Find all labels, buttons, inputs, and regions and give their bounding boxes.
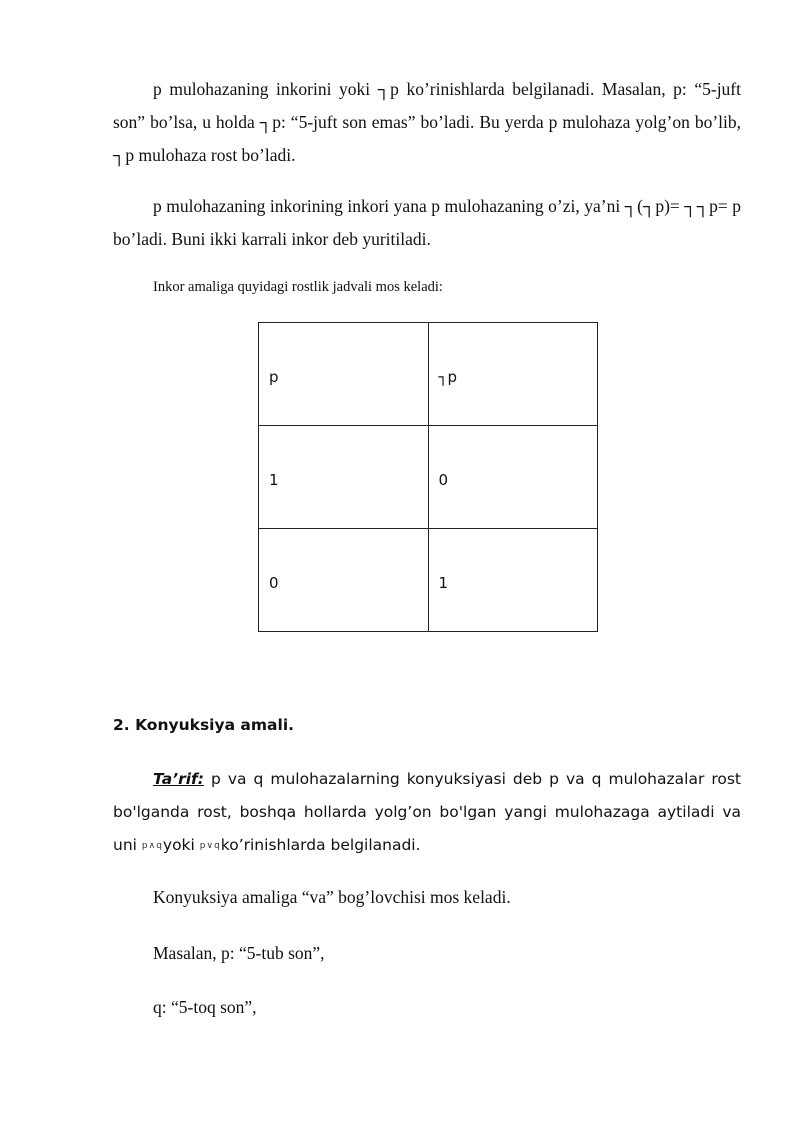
table-row bbox=[259, 529, 598, 632]
definition-term: Ta’rif: bbox=[153, 770, 204, 788]
definition-end: ko’rinishlarda belgilanadi. bbox=[220, 836, 421, 854]
paragraph-negation-definition: p mulohazaning inkorini yoki ┐p ko’rinishlarda belgilanadi. Masalan, p: “5-juft son” bo’lsa, u holda ┐p: “5-juft son emas” bo’ladi. Bu yerda p mulohaza yolg’on bo’lib, ┐p mulohaza rost bo’ladi. bbox=[113, 79, 741, 165]
section-heading: 2. Konyuksiya amali. bbox=[113, 716, 295, 734]
definition-text: p va q mulohazalarning konyuksiyasi deb p va q mulohazalar rost bo'lganda rost, boshqa hollarda yolg’on bo'lgan yangi mulohazaga aytiladi va uni bbox=[113, 770, 741, 854]
conjunction-definition bbox=[113, 763, 741, 863]
example-p: Masalan, p: “5-tub son”, bbox=[153, 943, 325, 963]
table-intro-text: Inkor amaliga quyidagi rostlik jadvali mos keladi: bbox=[153, 279, 443, 295]
truth-table bbox=[258, 322, 598, 632]
disjunction-symbol: p∨q bbox=[199, 841, 221, 851]
header-cell-p: p bbox=[259, 323, 429, 426]
table-cell: 1 bbox=[428, 529, 598, 632]
paragraph-conjunction-word: Konyuksiya amaliga “va” bog’lovchisi mos keladi. bbox=[153, 887, 511, 907]
table-header-row bbox=[259, 323, 598, 426]
definition-mid: yoki bbox=[162, 836, 200, 854]
example-q: q: “5-toq son”, bbox=[153, 997, 257, 1017]
table-cell: 0 bbox=[259, 529, 429, 632]
truth-table-container bbox=[258, 322, 598, 612]
table-cell: 1 bbox=[259, 426, 429, 529]
paragraph-double-negation: p mulohazaning inkorining inkori yana p mulohazaning o’zi, ya’ni ┐(┐p)= ┐┐p= p bo’ladi. Buni ikki karrali inkor deb yuritiladi. bbox=[113, 196, 741, 249]
table-cell: 0 bbox=[428, 426, 598, 529]
table-row bbox=[259, 426, 598, 529]
conjunction-symbol: p∧q bbox=[141, 841, 163, 851]
header-cell-not-p: ┐p bbox=[428, 323, 598, 426]
